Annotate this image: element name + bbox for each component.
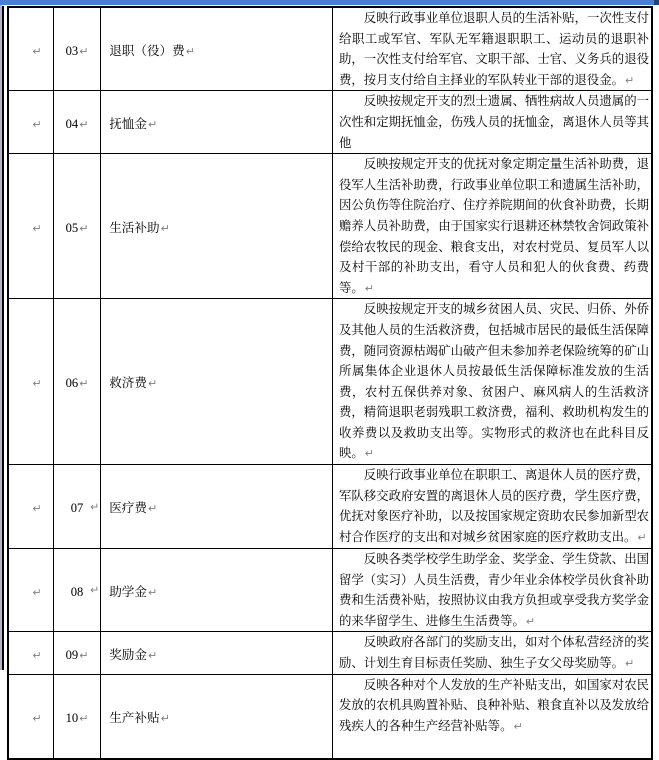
table-row xyxy=(8,299,652,465)
paragraph-mark-icon: ↵ xyxy=(364,447,374,461)
table-row xyxy=(8,7,652,91)
category-name: 抚恤金 xyxy=(109,115,147,131)
code-cell[interactable] xyxy=(53,632,100,674)
category-code: 07 xyxy=(70,501,84,516)
name-cell[interactable] xyxy=(101,7,333,91)
description-cell[interactable] xyxy=(333,632,653,674)
name-cell[interactable] xyxy=(101,154,333,299)
name-cell[interactable] xyxy=(101,299,333,465)
table-row xyxy=(8,465,652,549)
paragraph-mark-icon: ↵ xyxy=(32,585,42,599)
paragraph-mark-icon: ↵ xyxy=(79,711,89,725)
paragraph-mark-icon: ↵ xyxy=(147,117,158,131)
category-code: 08 xyxy=(70,584,84,599)
category-description: 反映各种对个人发放的生产补贴支出，如国家对农民发放的农机具购置补贴、良种补贴、粮食直补以及发放给残疾人的各种生产经营补贴等。 xyxy=(339,676,649,733)
category-description: 反映按规定开支的城乡贫困人员、灾民、归侨、外侨及其他人员的生活救济费，包括城市居民的最低生活保障费，随同资源枯竭矿山破产但未参加养老保险统筹的矿山所属集体企业退休人员按最低生活保障标准发放的生活费，农村五保供养对象、贫困户、麻风病人的生活救济费，精简退职老弱残职工救济费，福利、救助机构发生的收养费以及救助支出等。实物形式的救济也在此科目反映。 xyxy=(339,301,649,461)
paragraph-mark-icon: ↵ xyxy=(147,648,158,662)
description-cell[interactable] xyxy=(333,7,653,91)
table-row xyxy=(8,154,652,299)
category-code: 03 xyxy=(65,43,79,58)
description-cell[interactable] xyxy=(333,154,653,299)
top-blue-bar xyxy=(0,0,659,5)
category-description: 反映按规定开支的优抚对象定期定量生活补助费，退役军人生活补助费，行政事业单位职工和遗属生活补助，因公负伤等住院治疗、住疗养院期间的伙食补助费，长期赡养人员补助费，由于国家实行退耕还林禁牧舍饲政策补偿给农牧民的现金、粮食支出，对农村党员、复员军人以及村干部的补助支出，看守人员和犯人的伙食费、药费等。 xyxy=(339,156,649,295)
row-mark-cell[interactable] xyxy=(8,549,53,632)
category-code: 09 xyxy=(65,647,79,662)
name-cell[interactable] xyxy=(101,674,333,759)
table-row xyxy=(8,549,652,632)
name-cell[interactable] xyxy=(101,632,333,674)
category-name: 奖励金 xyxy=(109,646,147,662)
category-code: 05 xyxy=(65,220,79,235)
table-row xyxy=(8,91,652,154)
code-cell[interactable] xyxy=(53,7,100,91)
paragraph-mark-icon: ↵ xyxy=(637,530,647,544)
row-mark-cell[interactable] xyxy=(8,632,53,674)
description-cell[interactable] xyxy=(333,299,653,465)
description-cell[interactable] xyxy=(333,674,653,759)
expenditure-category-table xyxy=(7,6,653,760)
paragraph-mark-icon: ↵ xyxy=(147,377,158,391)
code-cell[interactable] xyxy=(53,299,100,465)
paragraph-mark-icon: ↵ xyxy=(32,221,42,235)
category-description: 反映行政事业单位退职人员的生活补贴，一次性支付给职工或军官、军队无军籍退职职工、运动员的退职补助，一次性支付给军官、文职干部、士官、义务兵的退役费，按月支付给自主择业的军队转业干部的退役金。 xyxy=(339,10,649,87)
paragraph-mark-icon: ↵ xyxy=(32,502,42,516)
row-mark-cell[interactable] xyxy=(8,299,53,465)
paragraph-mark-icon: ↵ xyxy=(32,377,42,391)
paragraph-mark-icon: ↵ xyxy=(160,221,170,235)
description-cell[interactable] xyxy=(333,91,653,154)
paragraph-mark-icon: ↵ xyxy=(32,44,42,58)
paragraph-mark-icon: ↵ xyxy=(513,719,523,733)
category-name: 助学金 xyxy=(109,583,147,599)
paragraph-mark-icon: ↵ xyxy=(79,117,89,131)
paragraph-mark-icon: ↵ xyxy=(624,73,635,87)
paragraph-mark-icon: ↵ xyxy=(525,614,536,628)
row-mark-cell[interactable] xyxy=(8,674,53,759)
page-left-edge xyxy=(2,6,4,670)
paragraph-mark-icon: ↵ xyxy=(89,583,100,597)
category-code: 10 xyxy=(65,710,79,725)
paragraph-mark-icon: ↵ xyxy=(32,117,42,131)
category-code: 06 xyxy=(65,376,79,391)
category-description: 反映各类学校学生助学金、奖学金、学生贷款、出国留学（实习）人员生活费，青少年业余体校学员伙食补助费和生活费补贴，按照协议由我方负担或享受我方奖学金的来华留学生、进修生生活费等。 xyxy=(339,551,649,628)
description-cell[interactable] xyxy=(333,549,653,632)
code-cell[interactable] xyxy=(53,465,100,549)
paragraph-mark-icon: ↵ xyxy=(79,44,89,58)
code-cell[interactable] xyxy=(53,91,100,154)
row-mark-cell[interactable] xyxy=(8,7,53,91)
category-name: 生活补助 xyxy=(109,219,160,235)
row-mark-cell[interactable] xyxy=(8,465,53,549)
name-cell[interactable] xyxy=(101,549,333,632)
category-description: 反映行政事业单位在职职工、离退休人员的医疗费，军队移交政府安置的离退休人员的医疗费，学生医疗费，优抚对象医疗补助，以及按国家规定资助农民参加新型农村合作医疗的支出和对城乡贫困家庭的医疗救助支出。 xyxy=(339,467,649,544)
paragraph-mark-icon: ↵ xyxy=(364,281,374,295)
category-description: 反映政府各部门的奖励支出，如对个体私营经济的奖励、计划生育目标责任奖励、独生子女父母奖励等。 xyxy=(339,634,649,671)
paragraph-mark-icon: ↵ xyxy=(160,711,170,725)
table-row xyxy=(8,674,652,759)
category-name: 救济费 xyxy=(109,375,147,391)
paragraph-mark-icon: ↵ xyxy=(79,377,89,391)
paragraph-mark-icon: ↵ xyxy=(79,648,89,662)
paragraph-mark-icon: ↵ xyxy=(147,502,158,516)
category-name: 生产补贴 xyxy=(109,709,160,725)
row-mark-cell[interactable] xyxy=(8,91,53,154)
code-cell[interactable] xyxy=(53,154,100,299)
table-row xyxy=(8,632,652,674)
paragraph-mark-icon: ↵ xyxy=(79,221,89,235)
name-cell[interactable] xyxy=(101,465,333,549)
paragraph-mark-icon: ↵ xyxy=(147,585,158,599)
paragraph-mark-icon: ↵ xyxy=(185,44,195,58)
code-cell[interactable] xyxy=(53,674,100,759)
code-cell[interactable] xyxy=(53,549,100,632)
description-cell[interactable] xyxy=(333,465,653,549)
category-description: 反映按规定开支的烈士遗属、牺牲病故人员遗属的一次性和定期抚恤金，伤残人员的抚恤金，离退休人员等其他 xyxy=(339,93,649,150)
row-mark-cell[interactable] xyxy=(8,154,53,299)
category-name: 医疗费 xyxy=(109,500,147,516)
name-cell[interactable] xyxy=(101,91,333,154)
paragraph-mark-icon: ↵ xyxy=(32,648,42,662)
paragraph-mark-icon: ↵ xyxy=(32,711,42,725)
category-name: 退职（役）费 xyxy=(109,42,185,58)
top-bar-right-cap xyxy=(654,0,659,5)
paragraph-mark-icon: ↵ xyxy=(624,657,635,671)
category-code: 04 xyxy=(65,116,79,131)
paragraph-mark-icon: ↵ xyxy=(89,500,100,514)
